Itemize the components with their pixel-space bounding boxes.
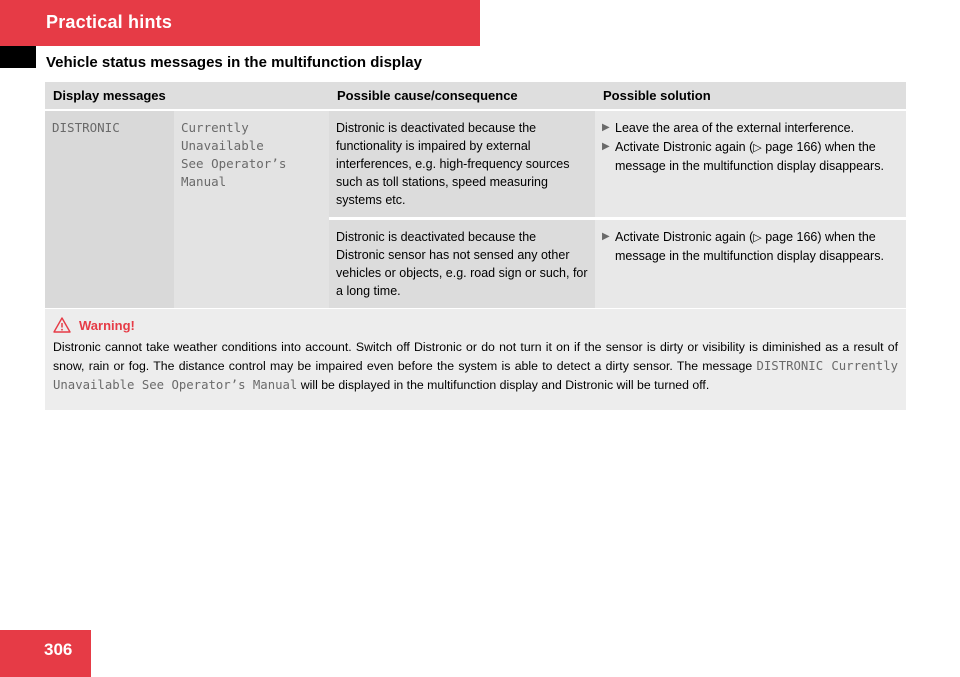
solution-text: ) when the message in the multifunction display disappears.: [615, 140, 884, 173]
page-reference-arrow-icon: ▷: [753, 232, 762, 244]
bullet-arrow-icon: ▶: [602, 141, 610, 152]
column-header-cause: Possible cause/consequence: [329, 82, 595, 110]
warning-title: Warning!: [79, 317, 135, 333]
display-message-text-cell: [174, 110, 329, 308]
warning-box: [45, 309, 906, 410]
warning-triangle-icon: [53, 317, 71, 333]
solution-text: Activate Distronic again (: [615, 140, 754, 154]
display-message-line: Unavailable: [181, 138, 264, 153]
warning-text-part: will be displayed in the multifunction display and Distronic will be turned off.: [297, 378, 710, 392]
warning-text-part: Distronic cannot take weather conditions into account. Switch off Distronic or do not turn it on if the sensor is dirty or visibility is diminished as a result of snow, rain or fog. The distance control may be impaired even before the system is able to detect a dirty sensor. The message: [53, 340, 898, 373]
display-message-line: Currently: [181, 120, 249, 135]
status-messages-table: [45, 82, 906, 308]
display-message-line: See Operator’s: [181, 156, 287, 171]
solution-step: [602, 119, 899, 137]
warning-display-code: DISTRONIC Currently Unavailable See Operator’s Manual: [53, 359, 899, 392]
page-number: 306: [44, 640, 73, 659]
page-reference-link[interactable]: page 166: [765, 140, 818, 154]
display-message-code: DISTRONIC: [52, 120, 120, 135]
section-title: Practical hints: [46, 12, 173, 32]
solution-cell: [595, 219, 906, 309]
page-reference-arrow-icon: ▷: [753, 142, 762, 154]
warning-text: [53, 338, 898, 395]
solution-text: Leave the area of the external interference.: [615, 121, 855, 135]
solution-text: Activate Distronic again (: [615, 230, 754, 244]
column-header-solution: Possible solution: [595, 82, 906, 110]
solution-step: [602, 228, 899, 265]
bullet-arrow-icon: ▶: [602, 231, 610, 242]
table-header-row: [45, 82, 906, 110]
table-row: [45, 110, 906, 219]
solution-cell: [595, 110, 906, 219]
page-reference-link[interactable]: page 166: [765, 230, 818, 244]
display-message-line: Manual: [181, 174, 227, 189]
section-marker-tab: [0, 46, 36, 68]
cause-cell: Distronic is deactivated because the functionality is impaired by external interferences, e.g. high-frequency sources such as toll stations, speed measuring systems etc.: [329, 110, 595, 219]
warning-header: [53, 315, 898, 335]
page-subtitle: Vehicle status messages in the multifunction display: [46, 54, 422, 71]
solution-step: [602, 138, 899, 175]
bullet-arrow-icon: ▶: [602, 122, 610, 133]
column-header-display-messages: Display messages: [45, 82, 329, 110]
cause-cell: Distronic is deactivated because the Distronic sensor has not sensed any other vehicles or objects, e.g. road sign or such, for a long time.: [329, 219, 595, 309]
solution-text: ) when the message in the multifunction display disappears.: [615, 230, 884, 263]
display-message-code-cell: [45, 110, 174, 308]
